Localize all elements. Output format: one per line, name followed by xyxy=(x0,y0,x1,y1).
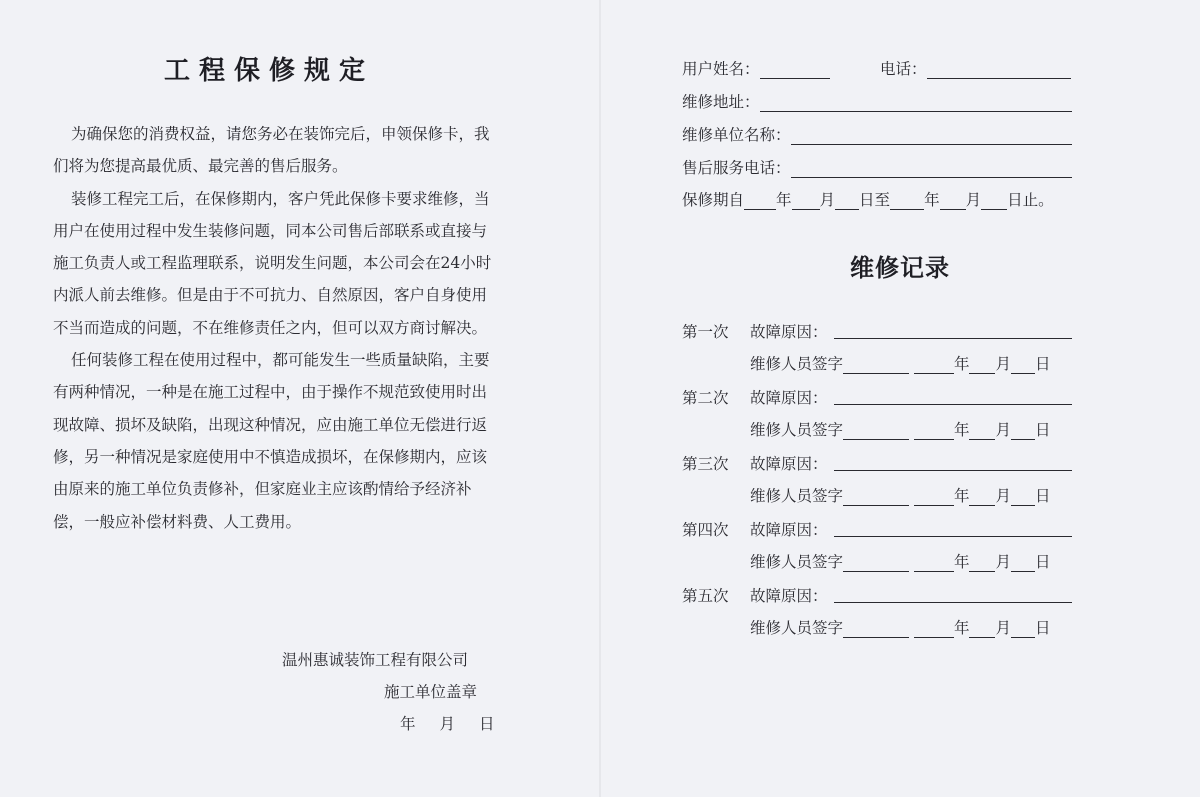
fault-label: 故障原因： xyxy=(750,521,828,539)
end-year-input[interactable] xyxy=(890,191,924,210)
day-input-1[interactable] xyxy=(1011,355,1035,374)
month-input-1[interactable] xyxy=(969,355,995,374)
warranty-period-field: 保修期自 年 月 日至 年 月 日止。 xyxy=(682,191,1054,209)
signer-input-2[interactable] xyxy=(843,421,909,440)
signer-row-2: 维修人员签字 年 月 日 xyxy=(750,421,1051,439)
record-number: 第二次 xyxy=(682,389,729,407)
signer-input-1[interactable] xyxy=(843,355,909,374)
signer-row-4: 维修人员签字 年 月 日 xyxy=(750,553,1051,571)
service-phone-input[interactable] xyxy=(791,159,1072,178)
start-month-input[interactable] xyxy=(792,191,820,210)
service-phone-field: 售后服务电话： xyxy=(682,156,1072,178)
fault-input-1[interactable] xyxy=(834,320,1072,339)
page-title: 工程保修规定 xyxy=(164,56,375,86)
fault-label: 故障原因： xyxy=(750,587,828,605)
year-input-4[interactable] xyxy=(914,553,954,572)
day-input-4[interactable] xyxy=(1011,553,1035,572)
signer-input-4[interactable] xyxy=(843,553,909,572)
date-month: 月 xyxy=(439,715,456,733)
repair-unit-field: 维修单位名称： xyxy=(682,123,1072,145)
record-number: 第五次 xyxy=(682,587,729,605)
fault-label: 故障原因： xyxy=(750,455,828,473)
record-number: 第四次 xyxy=(682,521,729,539)
end-day-input[interactable] xyxy=(981,191,1007,210)
fault-input-3[interactable] xyxy=(834,452,1072,471)
month-input-3[interactable] xyxy=(969,487,995,506)
start-year-input[interactable] xyxy=(744,191,776,210)
address-input[interactable] xyxy=(760,93,1072,112)
year-input-2[interactable] xyxy=(914,421,954,440)
page-fold xyxy=(599,0,601,797)
paragraph-1: 为确保您的消费权益，请您务必在装饰完后，申领保修卡，我们将为您提高最优质、最完善的售后服务。 xyxy=(53,125,490,176)
address-field: 维修地址： xyxy=(682,90,1072,112)
paragraph-2: 装修工程完工后，在保修期内，客户凭此保修卡要求维修，当用户在使用过程中发生装修问题，同本公司售后部联系或直接与施工负责人或工程监理联系，说明发生问题，本公司会在24小时内派人前去维修。但是由于不可抗力、自然原因，客户自身使用不当而造成的问题，不在维修责任之内，但可以双方商讨解决。 xyxy=(53,189,492,337)
phone-field: 电话： xyxy=(880,57,1071,79)
start-day-input[interactable] xyxy=(835,191,859,210)
day-input-3[interactable] xyxy=(1011,487,1035,506)
fault-input-4[interactable] xyxy=(834,518,1072,537)
fault-label: 故障原因： xyxy=(750,389,828,407)
year-input-5[interactable] xyxy=(914,619,954,638)
record-number: 第三次 xyxy=(682,455,729,473)
signer-input-5[interactable] xyxy=(843,619,909,638)
signature-date xyxy=(400,712,495,734)
fault-label: 故障原因： xyxy=(750,323,828,341)
year-input-1[interactable] xyxy=(914,355,954,374)
month-input-2[interactable] xyxy=(969,421,995,440)
record-number: 第一次 xyxy=(682,323,729,341)
date-day: 日 xyxy=(479,715,495,733)
day-input-2[interactable] xyxy=(1011,421,1035,440)
paragraph-3: 任何装修工程在使用过程中，都可能发生一些质量缺陷，主要有两种情况，一种是在施工过程中，由于操作不规范致使用时出现故障、损坏及缺陷，出现这种情况，应由施工单位无偿进行返修，另一种情况是家庭使用中不慎造成损坏，在保修期内，应该由原来的施工单位负责修补，但家庭业主应该酌情给予经济补偿，一般应补偿材料费、人工费用。 xyxy=(53,351,490,531)
day-input-5[interactable] xyxy=(1011,619,1035,638)
month-input-4[interactable] xyxy=(969,553,995,572)
warranty-rules-body xyxy=(53,118,498,538)
repair-unit-input[interactable] xyxy=(791,126,1072,145)
fault-input-2[interactable] xyxy=(834,386,1072,405)
year-input-3[interactable] xyxy=(914,487,954,506)
month-input-5[interactable] xyxy=(969,619,995,638)
signer-input-3[interactable] xyxy=(843,487,909,506)
end-month-input[interactable] xyxy=(940,191,966,210)
date-year: 年 xyxy=(400,715,416,733)
signer-row-1: 维修人员签字 年 月 日 xyxy=(750,355,1051,373)
signer-row-5: 维修人员签字 年 月 日 xyxy=(750,619,1051,637)
user-name-field: 用户姓名： xyxy=(682,57,830,79)
phone-input[interactable] xyxy=(927,60,1071,79)
company-name: 温州惠诚装饰工程有限公司 xyxy=(282,651,469,669)
fault-input-5[interactable] xyxy=(834,584,1072,603)
repair-record-title: 维修记录 xyxy=(850,253,950,282)
signer-row-3: 维修人员签字 年 月 日 xyxy=(750,487,1051,505)
stamp-label: 施工单位盖章 xyxy=(384,683,478,701)
user-name-input[interactable] xyxy=(760,60,830,79)
